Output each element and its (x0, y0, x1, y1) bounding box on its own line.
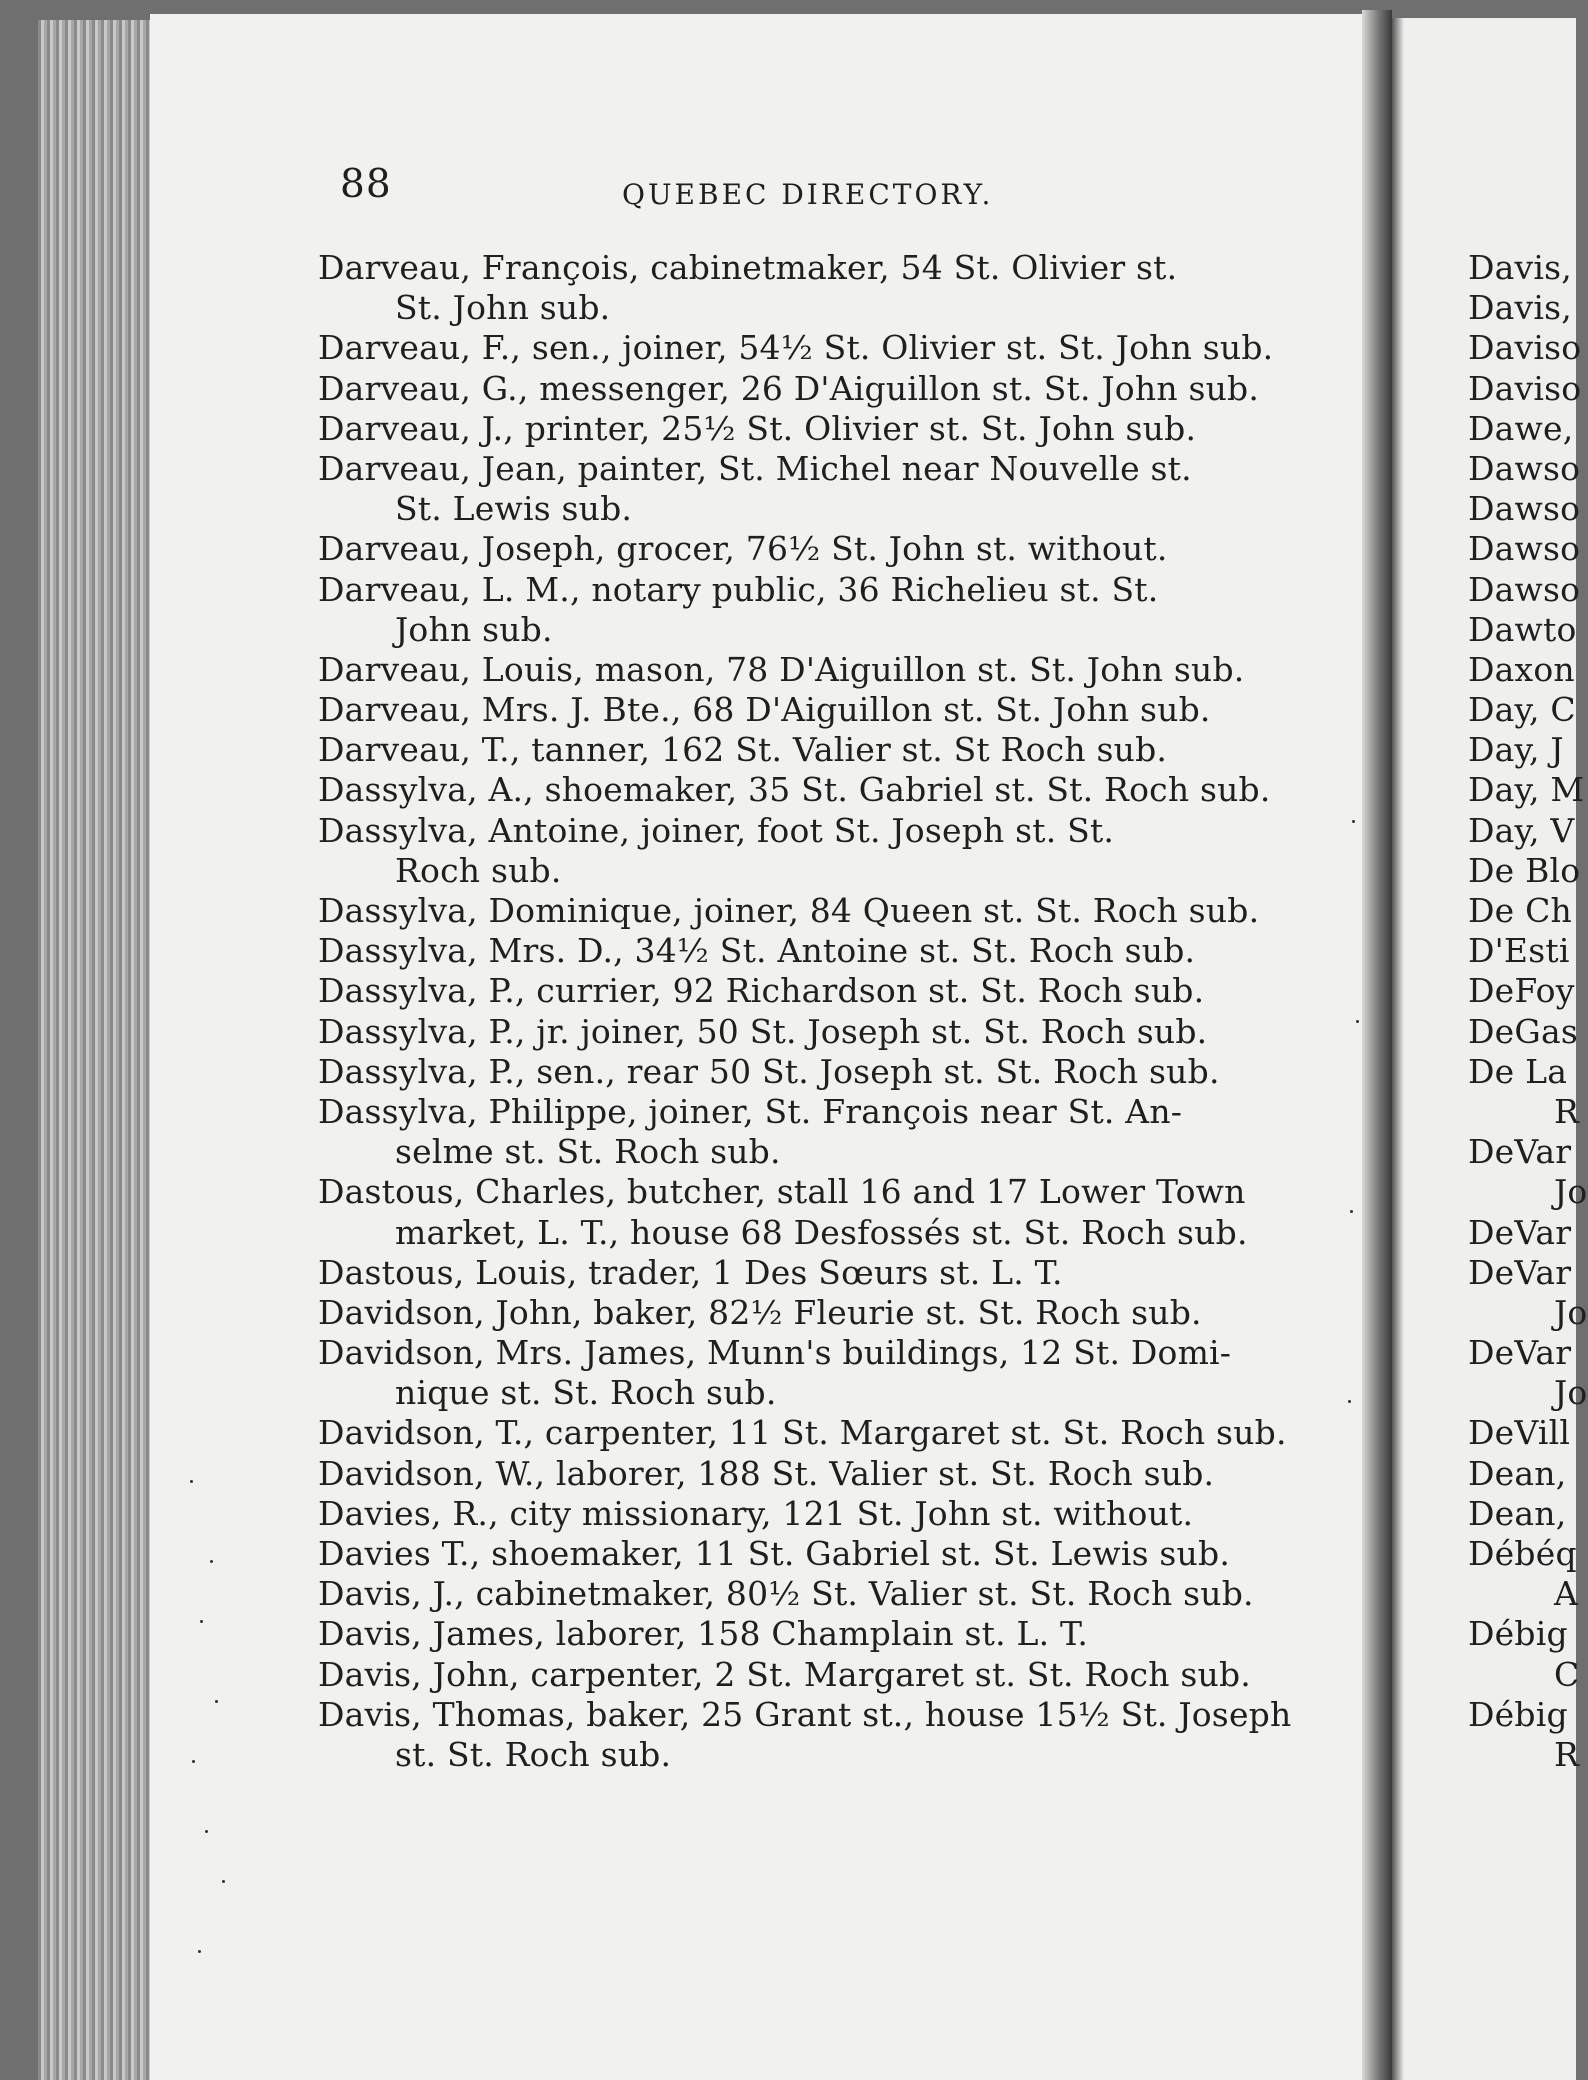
directory-entry-line: Dassylva, P., jr. joiner, 50 St. Joseph st. St. Roch sub. (318, 1011, 1208, 1051)
ink-speck (210, 1560, 213, 1563)
directory-entry-line: Davidson, Mrs. James, Munn's buildings, 12 St. Domi- (318, 1333, 1232, 1373)
right-entry-line: Day, V (1468, 810, 1575, 850)
directory-entry-line: Darveau, Louis, mason, 78 D'Aiguillon st. St. John sub. (318, 649, 1245, 689)
right-entry-line: Débig (1468, 1694, 1568, 1734)
right-entry-line: Davis, (1468, 248, 1572, 287)
right-entry-line: De La (1468, 1051, 1568, 1091)
right-page-shadow (1392, 18, 1404, 2080)
directory-entry-line: Darveau, T., tanner, 162 St. Valier st. St Roch sub. (318, 730, 1168, 770)
directory-entry-line-continuation: st. St. Roch sub. (395, 1734, 672, 1774)
right-entry-line-continuation: C (1554, 1654, 1580, 1694)
right-entry-line: DeGas (1468, 1011, 1578, 1051)
right-entry-line: Davis, (1468, 288, 1572, 328)
right-entry-line: Dawso (1468, 569, 1581, 609)
ink-speck (1356, 1020, 1359, 1023)
ink-speck (1352, 820, 1355, 823)
directory-entry-line-continuation: St. Lewis sub. (395, 489, 633, 529)
right-entry-line: Dean, (1468, 1493, 1567, 1533)
ink-speck (215, 1700, 218, 1703)
directory-entry-line: Dastous, Charles, butcher, stall 16 and 17 Lower Town (318, 1172, 1246, 1212)
right-entry-line: Day, C (1468, 690, 1576, 730)
directory-entry-line: Davies, R., city missionary, 121 St. John st. without. (318, 1493, 1194, 1533)
right-entry-line: DeVar (1468, 1252, 1572, 1292)
right-entry-line: DeVar (1468, 1132, 1572, 1172)
directory-entry-line: Dassylva, A., shoemaker, 35 St. Gabriel st. St. Roch sub. (318, 770, 1271, 810)
right-entry-line-continuation: Jo (1554, 1172, 1588, 1212)
directory-entry-line-continuation: Roch sub. (395, 850, 562, 890)
ink-speck (1350, 1210, 1353, 1213)
book-gutter (1362, 10, 1392, 2080)
right-entry-line: Daxon (1468, 649, 1575, 689)
right-entry-line: Dean, (1468, 1453, 1567, 1493)
directory-entry-line: Dassylva, Dominique, joiner, 84 Queen st. St. Roch sub. (318, 891, 1260, 930)
directory-entry-line: Darveau, François, cabinetmaker, 54 St. Olivier st. (318, 248, 1178, 287)
ink-speck (200, 1620, 203, 1623)
page-number: 88 (340, 162, 392, 207)
directory-entry-line: Dassylva, P., currier, 92 Richardson st. St. Roch sub. (318, 971, 1205, 1011)
directory-entry-line: Darveau, J., printer, 25½ St. Olivier st. St. John sub. (318, 408, 1197, 448)
ink-speck (205, 1830, 208, 1833)
right-page-entries (1468, 248, 1588, 1775)
directory-entry-line: Dassylva, Mrs. D., 34½ St. Antoine st. St. Roch sub. (318, 931, 1196, 971)
directory-entry-line: Dassylva, Philippe, joiner, St. François near St. An- (318, 1091, 1183, 1131)
directory-entry-line: Dassylva, P., sen., rear 50 St. Joseph st. St. Roch sub. (318, 1051, 1220, 1091)
right-entry-line: Dawso (1468, 529, 1581, 569)
right-entry-line-continuation: Jo (1554, 1373, 1588, 1413)
directory-entry-line-continuation: John sub. (395, 609, 553, 649)
directory-entry-line: Darveau, G., messenger, 26 D'Aiguillon st. St. John sub. (318, 368, 1260, 408)
right-entry-line: Daviso (1468, 328, 1582, 368)
right-entry-line-continuation: R (1554, 1091, 1580, 1131)
directory-entry-line: Darveau, Joseph, grocer, 76½ St. John st. without. (318, 529, 1168, 569)
directory-entry-line: Dassylva, Antoine, joiner, foot St. Joseph st. St. (318, 810, 1115, 850)
right-entry-line: Daviso (1468, 368, 1582, 408)
running-head: QUEBEC DIRECTORY. (622, 178, 994, 211)
right-entry-line-continuation: R (1554, 1734, 1580, 1774)
page-edge-stack (38, 20, 160, 2080)
ink-speck (192, 1760, 195, 1763)
directory-entry-line: Davies T., shoemaker, 11 St. Gabriel st. St. Lewis sub. (318, 1534, 1231, 1573)
right-entry-line: DeVill (1468, 1413, 1571, 1453)
right-entry-line-continuation: Jo (1554, 1292, 1588, 1332)
right-entry-line: De Ch (1468, 891, 1572, 930)
right-entry-line: Day, J (1468, 730, 1564, 770)
directory-entry-line: Darveau, Jean, painter, St. Michel near Nouvelle st. (318, 448, 1192, 488)
directory-entry-line: Davis, J., cabinetmaker, 80½ St. Valier st. St. Roch sub. (318, 1574, 1254, 1614)
right-entry-line: Dawto (1468, 609, 1577, 649)
directory-entry-line: Darveau, L. M., notary public, 36 Richelieu st. St. (318, 569, 1159, 609)
ink-speck (1348, 1400, 1351, 1403)
right-entry-line: Dawe, (1468, 408, 1574, 448)
right-entry-line: Dawso (1468, 489, 1581, 529)
right-entry-line: D'Esti (1468, 931, 1570, 971)
directory-entry-line-continuation: selme st. St. Roch sub. (395, 1132, 781, 1172)
directory-entry-line: Davidson, John, baker, 82½ Fleurie st. St. Roch sub. (318, 1292, 1202, 1332)
directory-entry-line: Davidson, W., laborer, 188 St. Valier st. St. Roch sub. (318, 1453, 1215, 1493)
ink-speck (198, 1950, 201, 1953)
right-entry-line: Débig (1468, 1614, 1568, 1654)
ink-speck (190, 1480, 193, 1483)
directory-entry-line-continuation: St. John sub. (395, 288, 611, 328)
ink-speck (222, 1880, 225, 1883)
right-entry-line: DeVar (1468, 1333, 1572, 1373)
right-entry-line: De Blo (1468, 850, 1581, 890)
directory-entry-line: Davis, Thomas, baker, 25 Grant st., house 15½ St. Joseph (318, 1694, 1292, 1734)
directory-entry-line: Darveau, F., sen., joiner, 54½ St. Olivier st. St. John sub. (318, 328, 1274, 368)
directory-entry-line-continuation: nique st. St. Roch sub. (395, 1373, 777, 1413)
right-entry-line-continuation: A (1554, 1574, 1579, 1614)
directory-entries (318, 248, 1298, 1775)
directory-entry-line: Davis, John, carpenter, 2 St. Margaret st. St. Roch sub. (318, 1654, 1251, 1694)
right-entry-line: Débéq (1468, 1534, 1577, 1573)
right-entry-line: DeFoy (1468, 971, 1575, 1011)
right-entry-line: Dawso (1468, 448, 1581, 488)
directory-entry-line: Darveau, Mrs. J. Bte., 68 D'Aiguillon st. St. John sub. (318, 690, 1211, 730)
directory-entry-line: Davis, James, laborer, 158 Champlain st. L. T. (318, 1614, 1089, 1654)
right-entry-line: Day, M (1468, 770, 1585, 810)
directory-entry-line-continuation: market, L. T., house 68 Desfossés st. St. Roch sub. (395, 1212, 1248, 1252)
directory-entry-line: Davidson, T., carpenter, 11 St. Margaret st. St. Roch sub. (318, 1413, 1287, 1453)
right-entry-line: DeVar (1468, 1212, 1572, 1252)
directory-entry-line: Dastous, Louis, trader, 1 Des Sœurs st. L. T. (318, 1252, 1063, 1292)
